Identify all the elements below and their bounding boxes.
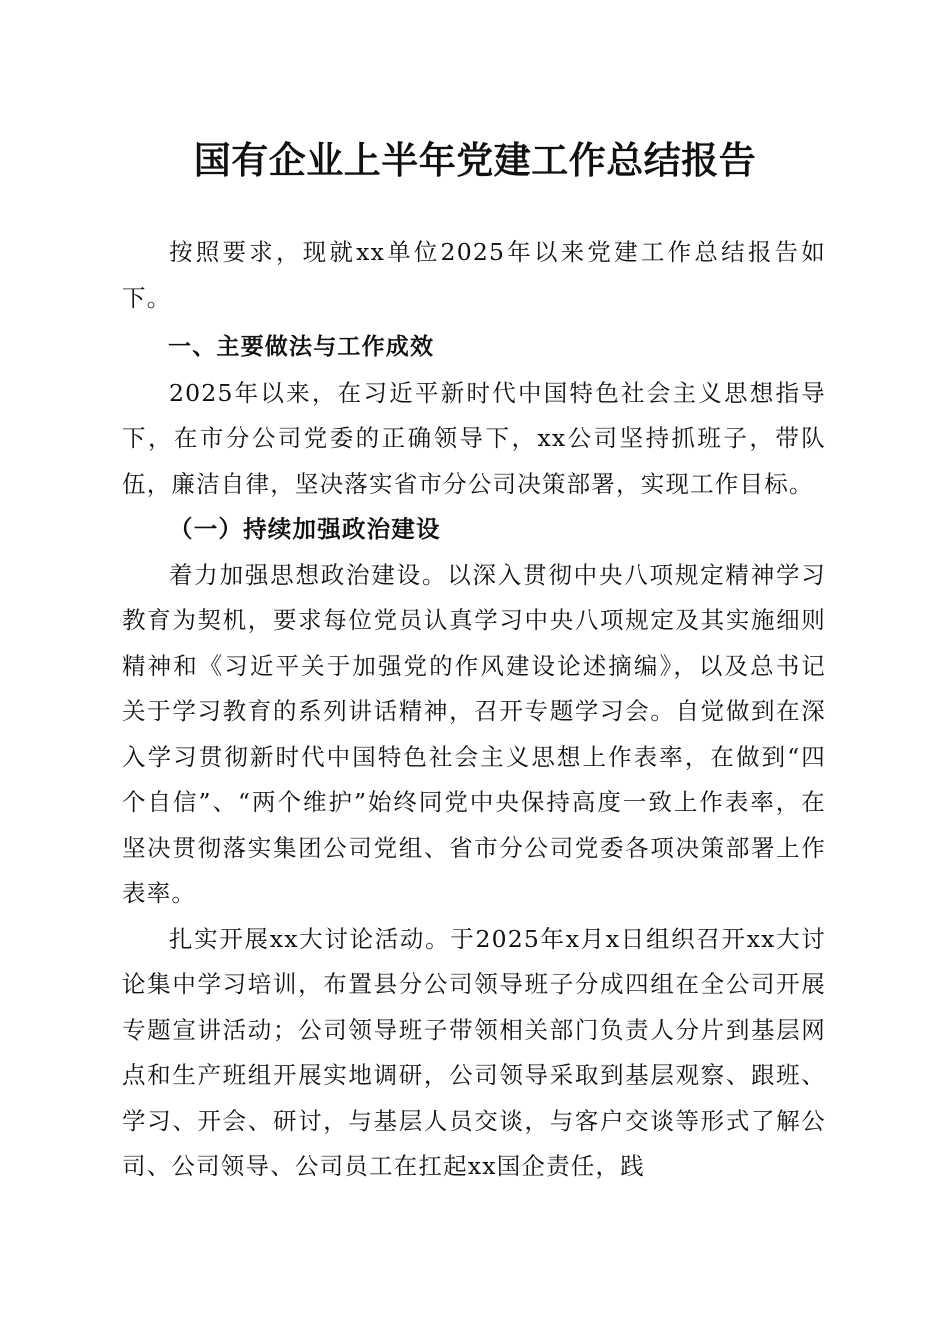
document-body: [122, 230, 826, 1190]
section-heading-main-practices: 一、主要做法与工作成效: [168, 334, 435, 360]
subsection-heading-political-building: （一）持续加强政治建设: [169, 515, 441, 543]
section-paragraph-overview: 2025年以来，在习近平新时代中国特色社会主义思想指导下，在市分公司党委的正确领导下，xx公司坚持抓班子，带队伍，廉洁自律，坚决落实省市分公司决策部署，实现工作目标。: [122, 378, 826, 498]
paragraph-discussion-activity: 扎实开展xx大讨论活动。于2025年x月x日组织召开xx大讨论集中学习培训，布置县分公司领导班子分成四组在全公司开展专题宣讲活动；公司领导班子带领相关部门负责人分片到基层网点和生产班组开展实地调研，公司领导采取到基层观察、跟班、学习、开会、研讨，与基层人员交谈，与客户交谈等形式了解公司、公司领导、公司员工在扛起xx国企责任，践: [122, 924, 826, 1180]
paragraph-ideological-building: 着力加强思想政治建设。以深入贯彻中央八项规定精神学习教育为契机，要求每位党员认真学习中央八项规定及其实施细则精神和《习近平关于加强党的作风建设论述摘编》，以及总书记关于学习教育的系列讲话精神，召开专题学习会。自觉做到在深入学习贯彻新时代中国特色社会主义思想上作表率，在做到“四个自信”、“两个维护”始终同党中央保持高度一致上作表率，在坚决贯彻落实集团公司党组、省市分公司党委各项决策部署上作表率。: [122, 560, 826, 907]
intro-paragraph: 按照要求，现就xx单位2025年以来党建工作总结报告如下。: [122, 238, 826, 312]
document-title: 国有企业上半年党建工作总结报告: [193, 138, 757, 182]
